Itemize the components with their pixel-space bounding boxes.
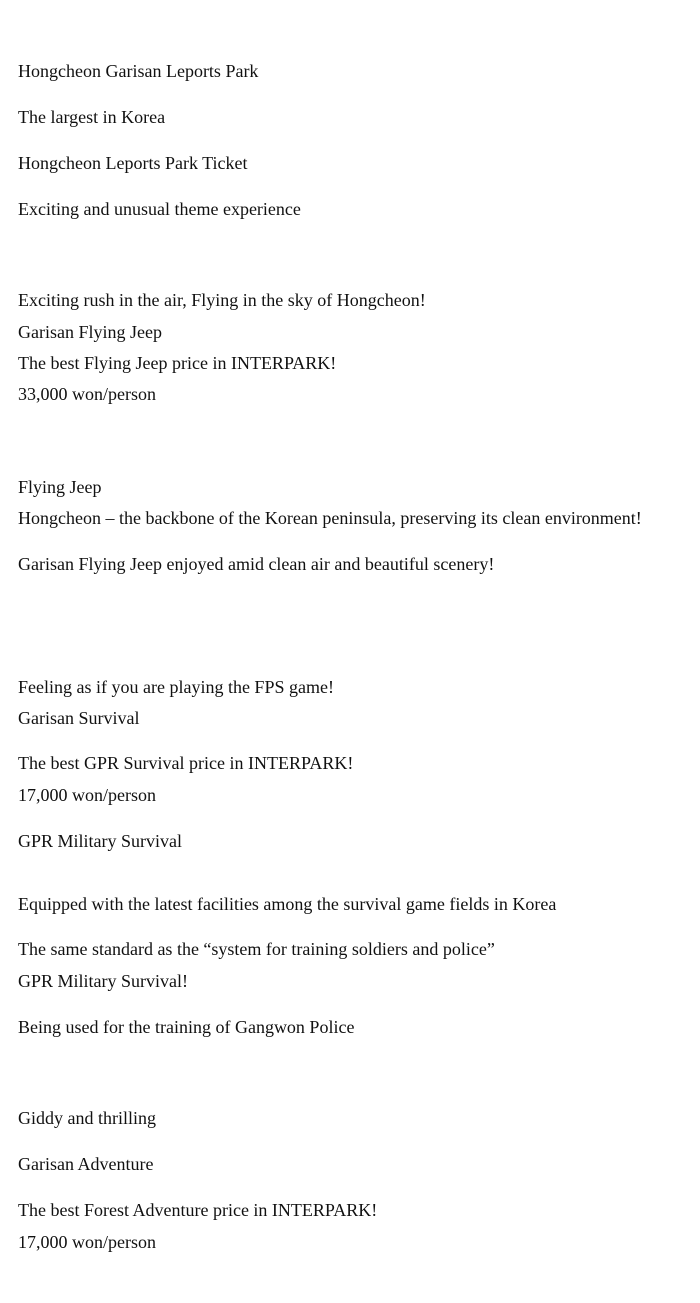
survival-price-claim: The best GPR Survival price in INTERPARK! [18, 753, 354, 773]
survival-teaser: Feeling as if you are playing the FPS game! [18, 677, 334, 697]
adventure-teaser: Giddy and thrilling [18, 1108, 156, 1128]
flying-jeep-price: 33,000 won/person [18, 384, 156, 404]
flying-jeep-heading: Flying Jeep [18, 477, 102, 497]
flying-jeep-price-claim: The best Flying Jeep price in INTERPARK! [18, 353, 337, 373]
adventure-price-claim: The best Forest Adventure price in INTERPARK! [18, 1200, 378, 1220]
park-tagline: The largest in Korea [18, 107, 166, 127]
survival-name: Garisan Survival [18, 708, 140, 728]
flying-jeep-desc-1: Hongcheon – the backbone of the Korean peninsula, preserving its clean environment! [18, 508, 642, 528]
flying-jeep-teaser: Exciting rush in the air, Flying in the sky of Hongcheon! [18, 290, 426, 310]
adventure-name: Garisan Adventure [18, 1154, 154, 1174]
survival-desc-1: Equipped with the latest facilities among the survival game fields in Korea [18, 894, 557, 914]
survival-desc-2: The same standard as the “system for training soldiers and police” [18, 939, 495, 959]
survival-heading: GPR Military Survival [18, 831, 183, 851]
park-name: Hongcheon Garisan Leports Park [18, 61, 259, 81]
survival-price: 17,000 won/person [18, 785, 156, 805]
adventure-price: 17,000 won/person [18, 1232, 156, 1252]
survival-desc-4: Being used for the training of Gangwon Police [18, 1017, 355, 1037]
flying-jeep-name: Garisan Flying Jeep [18, 322, 162, 342]
survival-desc-3: GPR Military Survival! [18, 971, 188, 991]
flying-jeep-desc-2: Garisan Flying Jeep enjoyed amid clean air and beautiful scenery! [18, 554, 495, 574]
ticket-title: Hongcheon Leports Park Ticket [18, 153, 248, 173]
theme-note: Exciting and unusual theme experience [18, 199, 301, 219]
